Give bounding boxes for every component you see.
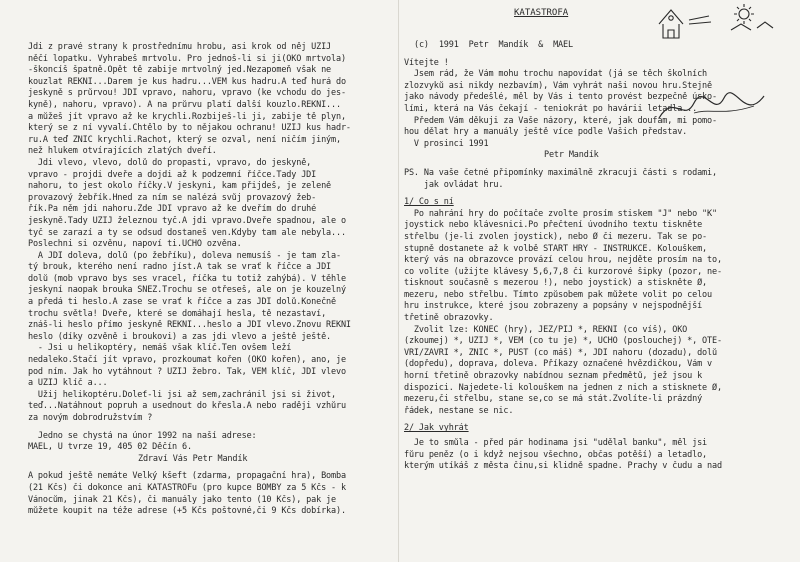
section-2-heading: 2/ Jak vyhrát bbox=[404, 423, 469, 434]
signature-scribble bbox=[654, 88, 774, 128]
order-paragraph bbox=[28, 471, 394, 517]
text-line: třetině obrazovky. bbox=[404, 313, 494, 324]
text-line: jeskyně s průrvou! JDI vpravo, nahoru, vpravo (ke vchodu do jes- bbox=[28, 88, 346, 99]
walkthrough-paragraph-1 bbox=[28, 42, 394, 251]
text-line: a UŽIJ klíč a... bbox=[28, 378, 108, 389]
walkthrough-paragraph-3 bbox=[28, 390, 394, 425]
signature-name: Petr Mandík bbox=[544, 150, 599, 161]
text-line: jako návody předešlé, měl by Vás i tento provést bezpečně úsko- bbox=[404, 92, 717, 103]
right-column bbox=[404, 0, 788, 562]
text-line: střelbu (je-li zvolen joystick), nebo Ø či mezeru. Tak se po- bbox=[404, 231, 708, 242]
left-column bbox=[28, 0, 394, 562]
walkthrough-paragraph-2 bbox=[28, 251, 394, 390]
text-line: stupně dostanete až k volbě START HRY - INSTRUKCE. Kolouškem, bbox=[404, 243, 708, 254]
text-line: trochu světla! Dveře, které se domáhají hesla, tě nezastaví, bbox=[28, 308, 327, 319]
text-line: V prosinci 1991 bbox=[404, 138, 489, 149]
text-line: Poslechni si ozvěnu, napoví ti.UCHO ozvěna. bbox=[28, 239, 242, 250]
text-line: provazový žebřík.Hned za ním se nalézá svůj provazový žeb- bbox=[28, 192, 317, 203]
text-line: který vás na obrazovce provází celou hrou, nejděte prosím na to, bbox=[404, 255, 722, 266]
text-line: Po nahrání hry do počítače zvolte prosím stiskem "J" nebo "K" bbox=[404, 208, 717, 219]
text-line: nahoru, to jest okolo říčky.V jeskyni, kam přijdeš, je zeleně bbox=[28, 181, 332, 192]
text-line: teď...Natáhnout popruh a usednout do křesla.A nebo raději vzhůru bbox=[28, 401, 346, 412]
text-line: fůru peněz (o i když nejsou všechno, občas potěší) a letadlo, bbox=[404, 449, 708, 460]
text-line: a předá ti heslo.A zase se vrať k říčce a zas JDI dolů.Konečně bbox=[28, 297, 336, 308]
text-line: zlozvyků asi nikdy nezbavím), Vám vyhrát naši novou hru.Stejně bbox=[404, 80, 712, 91]
text-line: A JDI doleva, dolů (po žebříku), doleva nemusíš - je tam zla- bbox=[28, 250, 341, 261]
text-line: A pokud ještě nemáte Velký kšeft (zdarma, propagační hra), Bomba bbox=[28, 471, 346, 482]
text-line: jeskyně.Tady UŽIJ železnou tyč.A jdi vpravo.Dveře spadnou, ale o bbox=[28, 215, 346, 226]
text-line: -škoncíš špatně.Opět tě zabije mrtvolný jed.Nezapomeň však ne bbox=[28, 65, 332, 76]
text-line: Je to smůla - před pár hodinama jsi "udělal banku", měl jsi bbox=[404, 438, 708, 448]
text-line: co volíte (užijte klávesy 5,6,7,8 či kurzorové šipky (pozor, ne- bbox=[404, 266, 722, 277]
text-line: VŘI/ZAVŘI *, ZNIČ *, PUSŤ (co máš) *, JDI nahoru (dozadu), dolů bbox=[404, 347, 717, 358]
text-line: lími, která na Vás čekají - teniokrát po havárii letadla... bbox=[404, 103, 698, 114]
text-line: jeskyní naopak brouka SNĚZ.Trochu se otřeseš, ale on je kouzelný bbox=[28, 285, 346, 296]
text-line: dolů (mob vpravo bys ses vracel, říčka tu totiž zahýbá). V těhle bbox=[28, 273, 346, 284]
text-line: joystick nebo klávesnici.Po přečtení úvodního textu tiskněte bbox=[404, 220, 703, 231]
text-line: Užij helikoptéru.Doleť-li jsi až sem,zachránil jsi si život, bbox=[28, 389, 336, 400]
text-line: heslo (díky ozvěně i broukovi) a zas jdi vlevo a ještě ještě. bbox=[28, 331, 332, 342]
text-line: řádek, nestane se nic. bbox=[404, 405, 514, 416]
text-line: Jdi z pravé strany k prostřednímu hrobu, asi krok od něj UŽIJ bbox=[28, 42, 332, 52]
ps-paragraph bbox=[404, 168, 788, 191]
text-line: (dopředu), doprava, doleva. Příkazy označené hvězdičkou, Vám v bbox=[404, 359, 712, 370]
section-1-paragraph bbox=[404, 209, 788, 418]
text-line: mezeru, nebo střelbu. Tímto způsobem pak můžete volit po celou bbox=[404, 289, 712, 300]
text-line: mezeru,či střelbu, stane se,co se má stát.Zvolíte-li prázdný bbox=[404, 394, 703, 405]
text-line: Předem Vám děkuji za Vaše názory, které, jak doufám, mi pomo- bbox=[404, 115, 717, 126]
text-line: řík.Pa něm jdi nahoru.Zde JDI vpravo až ke dveřím do druhé bbox=[28, 204, 317, 215]
text-line: Zvolit lze: KONEC (hry), JEZ/PIJ *, ŘEKNI (co víš), OKO bbox=[404, 324, 688, 335]
text-line: pod ním. Jak ho vytáhnout ? UŽIJ žebro. Tak, VEM klíč, JDI vlevo bbox=[28, 366, 346, 377]
text-line: (zkoumej) *, UŽIJ *, VEM (co tu je) *, UCHO (poslouchej) *, OTE- bbox=[404, 336, 722, 347]
text-line: tý brouk, kterého není radno jíst.A tak se vrať k říčce a JDI bbox=[28, 262, 332, 273]
copyright-line: (c) 1991 Petr Mandík & MAEL bbox=[414, 40, 573, 50]
text-line: za novým dobrodružstvím ? bbox=[28, 413, 153, 423]
text-line: vpravo - projdi dveře a dojdi až k podzemní říčce.Tady JDI bbox=[28, 169, 317, 180]
text-line: znáš-li heslo přímo jeskyně ŘEKNI...heslo a JDI vlevo.Znovu ŘEKNI bbox=[28, 320, 351, 331]
text-line: kyně), nahoru, vpravo). A na průrvu platí další kouzlo.ŘEKNI... bbox=[28, 99, 341, 110]
text-line: který se z ní vyvalí.Chtělo by to nějakou ochranu! UŽIJ kus hadr- bbox=[28, 123, 351, 134]
text-line: Jedno se chystá na únor 1992 na naší adrese: bbox=[28, 430, 257, 441]
text-line: MAEL, U tvrze 19, 405 02 Děčín 6. bbox=[28, 442, 192, 453]
text-line: dispozici. Najedete-li kolouškem na jednen z nich a stisknete Ø, bbox=[404, 382, 722, 393]
text-line: tisknout současně s mezerou !), nebo joystick) a stiskněte Ø, bbox=[404, 278, 708, 289]
section-1-heading: 1/ Co s ní bbox=[404, 197, 454, 208]
text-line: a můžeš jít vpravo až ke krychli.Rozbiješ-li ji, zabije tě plyn, bbox=[28, 111, 346, 122]
text-line: Vánocům, jinak 21 Kčs), či manuály jako tento (10 Kčs), pak je bbox=[28, 494, 336, 505]
greeting: Zdraví Vás Petr Mandík bbox=[138, 453, 248, 464]
section-2-paragraph bbox=[404, 438, 788, 473]
text-line: - Jsi u helikoptéry, nemáš však klíč.Ten ovšem leží bbox=[28, 343, 292, 354]
text-line: (21 Kčs) či dokonce ani KATASTROFu (pro kupce BOMBY za 5 Kčs - k bbox=[28, 482, 346, 493]
game-title: KATASTROFA bbox=[514, 8, 569, 18]
text-line: ru.A teď ZNIČ krychli.Rachot, který se ozval, není ničím jiným, bbox=[28, 134, 341, 145]
text-line: jak ovládat hru. bbox=[404, 179, 504, 190]
text-line: nedaleko.Stačí jít vpravo, prozkoumat kořen (OKO kořen), ano, je bbox=[28, 355, 346, 366]
text-line: Jsem rád, že Vám mohu trochu napovídat (já se těch školních bbox=[404, 69, 708, 80]
page-fold bbox=[398, 0, 399, 562]
address-paragraph bbox=[28, 431, 394, 454]
header bbox=[404, 0, 788, 40]
text-line: kterým utíkáš z města činu,si klidně spadne. Prachy v čudu a nad bbox=[404, 461, 722, 472]
text-line: PS. Na vaše četné připomínky maximálně zkracuji části s rodami, bbox=[404, 167, 717, 178]
intro-heading: Vítejte ! bbox=[404, 57, 449, 68]
text-line: kouzlat ŘEKNI...Darem je kus hadru...VEM kus hadru.A teď hurá do bbox=[28, 76, 346, 87]
text-line: hru instrukce, které jsou zobrazeny a popsány v nejspodnější bbox=[404, 301, 703, 312]
text-line: tyč se zarazí a ty se odsud dostaneš ven.Kdyby tam ale nebyla... bbox=[28, 227, 346, 238]
text-line: Jdi vlevo, vlevo, dolů do propasti, vpravo, do jeskyně, bbox=[28, 157, 312, 168]
text-line: můžete koupit na téže adrese (+5 Kčs poštovné,či 9 Kčs dobírka). bbox=[28, 506, 346, 517]
house-doodle-icon bbox=[649, 2, 779, 44]
text-line: horní třetině obrazovky nabídnou seznam předmětů, jež jsou k bbox=[404, 371, 703, 382]
text-line: než hlukem otvírajících zlatých dveří. bbox=[28, 146, 217, 157]
text-line: hou dělat hry a manuály ještě více podle Vašich představ. bbox=[404, 127, 688, 138]
text-line: něčí lopatku. Vyhrabeš mrtvolu. Pro jednoš-li si ji(OKO mrtvola) bbox=[28, 53, 346, 64]
